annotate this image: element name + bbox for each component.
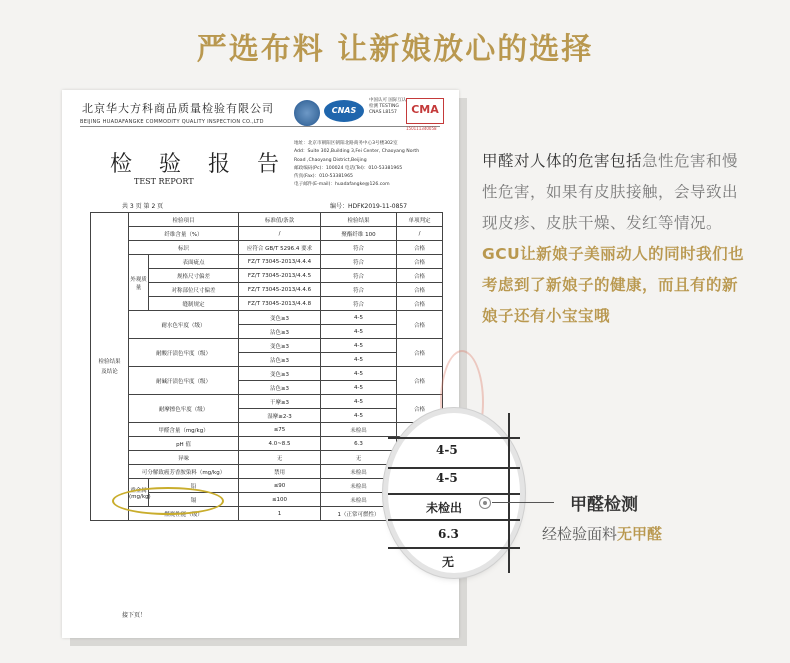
- cell: /: [239, 227, 321, 241]
- callout-sub-highlight: 无甲醛: [617, 525, 663, 543]
- cell: 无: [321, 451, 397, 465]
- cell: 应符合 GB/T 5296.4 要求: [239, 241, 321, 255]
- cell: 符合: [321, 269, 397, 283]
- cell: 甲醛含量（mg/kg）: [129, 423, 239, 437]
- table-header: 检验结果: [321, 213, 397, 227]
- cnas-logo: CNAS: [324, 100, 364, 122]
- cell: 缝制规定: [149, 297, 239, 311]
- table-row: [91, 367, 443, 381]
- callout-sub-prefix: 经检验面料: [542, 525, 618, 543]
- cell: 未检出: [321, 493, 397, 507]
- cell: 4.0~8.5: [239, 437, 321, 451]
- cell: 耐碱汗渍色牢度（级）: [129, 367, 239, 395]
- address-line: 电子邮件(E-mail)：huadafangke@126.com: [294, 182, 390, 188]
- report-title-en: TEST REPORT: [134, 177, 194, 186]
- lens-cell: 无: [442, 555, 455, 569]
- cell: 变色≥3: [239, 339, 321, 353]
- cell: 耐水色牢度（级）: [129, 311, 239, 339]
- cell: 合格: [397, 367, 443, 395]
- magnifier-lens: [388, 413, 520, 573]
- cell: 4-5: [321, 325, 397, 339]
- cell: 规格尺寸偏差: [149, 269, 239, 283]
- callout-dot-icon: [479, 497, 491, 509]
- table-row: [91, 339, 443, 353]
- address-line: Road ,Chaoyang District,Beijing: [294, 157, 367, 163]
- cell: 纤维含量（%）: [129, 227, 239, 241]
- cell: 沾色≥3: [239, 325, 321, 339]
- cell: 符合: [321, 283, 397, 297]
- cell: 变色≥3: [239, 311, 321, 325]
- cell: 合格: [397, 283, 443, 297]
- address-line: 邮政编码(Pc)：100024 电话(Tel)：010-53381965: [294, 165, 403, 171]
- org-address: [294, 140, 454, 190]
- cell: 合格: [397, 297, 443, 311]
- cell: 对称部位尺寸偏差: [149, 283, 239, 297]
- cell: 4-5: [321, 367, 397, 381]
- cell: 合格: [397, 269, 443, 283]
- table-header: 单项判定: [397, 213, 443, 227]
- cell: 符合: [321, 241, 397, 255]
- table-header: 检验项目: [129, 213, 239, 227]
- cell: 无: [239, 451, 321, 465]
- globe-logo-icon: [294, 100, 320, 126]
- cell: 重金属(mg/kg): [129, 479, 149, 507]
- page-info: 共 3 页 第 2 页: [122, 203, 164, 210]
- cnas-text: 中国认可 国际互认 检测 TESTING CNAS L8157: [369, 98, 407, 115]
- formaldehyde-highlight-ring: [112, 487, 224, 515]
- cell: 聚酯纤维 100: [321, 227, 397, 241]
- cell: 1（正常可燃性）: [321, 507, 397, 521]
- table-row: [91, 255, 443, 269]
- cell: ≤100: [239, 493, 321, 507]
- cell: 未检出: [321, 423, 397, 437]
- callout-title: 甲醛检测: [570, 495, 638, 515]
- table-row: [91, 423, 443, 437]
- cell: 4-5: [321, 395, 397, 409]
- callout-subtitle: [542, 523, 662, 544]
- next-page-note: 接下页！: [122, 612, 147, 619]
- cell: 表面疵点: [149, 255, 239, 269]
- cma-logo: CMA: [406, 98, 444, 124]
- cma-number: 150111340058: [406, 126, 437, 131]
- cell: 燃烧性能（级）: [129, 507, 239, 521]
- cell: 4-5: [321, 311, 397, 325]
- table-row: [91, 311, 443, 325]
- cell: 镉: [149, 493, 239, 507]
- cell: pH 值: [129, 437, 239, 451]
- org-name-en: BEIJING HUADAFANGKE COMMODITY QUALITY INSPECTION CO.,LTD: [80, 119, 264, 125]
- description-brand-note: GCU让新娘子美丽动人的同时我们也考虑到了新娘子的健康，而且有的新娘子还有小宝宝哦: [482, 245, 745, 325]
- report-title: 检 验 报 告: [110, 152, 289, 177]
- cell: 4-5: [321, 409, 397, 423]
- cell: 合格: [397, 241, 443, 255]
- cell: 铅: [149, 479, 239, 493]
- lens-cell: 4-5: [436, 443, 458, 457]
- table-row: [91, 241, 443, 255]
- cell: 未检出: [321, 465, 397, 479]
- cell: FZ/T 73045-2013/4.4.8: [239, 297, 321, 311]
- cell: 可分解致癌芳香胺染料（mg/kg）: [129, 465, 239, 479]
- cell: 禁用: [239, 465, 321, 479]
- address-line: 传真(Fax)：010-53381965: [294, 174, 353, 180]
- cell: 沾色≥3: [239, 353, 321, 367]
- org-name: 北京华大方科商品质量检验有限公司: [82, 102, 274, 115]
- description-body: 急性危害和慢性危害，如果有皮肤接触，会导致出现皮疹、皮肤干燥、发红等情况。: [482, 152, 739, 232]
- cell: 符合: [321, 297, 397, 311]
- cell: 湿摩≥2-3: [239, 409, 321, 423]
- cell: FZ/T 73045-2013/4.4.5: [239, 269, 321, 283]
- cell: 4-5: [321, 353, 397, 367]
- page-title: 严选布料 让新娘放心的选择: [196, 32, 594, 67]
- cell: 耐酸汗渍色牢度（级）: [129, 339, 239, 367]
- table-row: [91, 395, 443, 409]
- cell: 耐摩擦色牢度（级）: [129, 395, 239, 423]
- cell: 4-5: [321, 339, 397, 353]
- cell: ≤90: [239, 479, 321, 493]
- cell: FZ/T 73045-2013/4.4.6: [239, 283, 321, 297]
- cell: 4-5: [321, 381, 397, 395]
- cell: 6.3: [321, 437, 397, 451]
- cell: 1: [239, 507, 321, 521]
- lens-cell: 4-5: [436, 471, 458, 485]
- callout-line: [492, 502, 554, 503]
- cell: 沾色≥3: [239, 381, 321, 395]
- cell: ≤75: [239, 423, 321, 437]
- lens-cell: 未检出: [426, 501, 463, 515]
- address-line: Add：Suite 302,Building 3,Fei Center, Chaoyang North: [294, 149, 420, 155]
- cell: 干摩≥3: [239, 395, 321, 409]
- description-lead: 甲醛对人体的危害包括: [482, 152, 643, 170]
- cell: 未检出: [321, 479, 397, 493]
- table-row: [91, 227, 443, 241]
- address-line: 地址：北京市朝阳区朝阳北路商务中心3号楼302室: [294, 141, 398, 146]
- cell: 合格: [397, 311, 443, 339]
- description-text: [482, 146, 750, 332]
- cell: 合格: [397, 339, 443, 367]
- table-side-label: 检验结果 及结论: [91, 213, 129, 521]
- cell: 符合: [321, 255, 397, 269]
- cell: 外观质量: [129, 255, 149, 311]
- cell: 变色≥3: [239, 367, 321, 381]
- certification-logos: [294, 96, 444, 132]
- cell: FZ/T 73045-2013/4.4.4: [239, 255, 321, 269]
- cell: 异味: [129, 451, 239, 465]
- cell: 合格: [397, 255, 443, 269]
- cell: 标识: [129, 241, 239, 255]
- cell: /: [397, 227, 443, 241]
- lens-cell: 6.3: [438, 527, 459, 541]
- cell: 合格: [397, 395, 443, 423]
- report-number: 编号：HDFK2019-11-0857: [330, 203, 408, 210]
- table-header: 标准值/条款: [239, 213, 321, 227]
